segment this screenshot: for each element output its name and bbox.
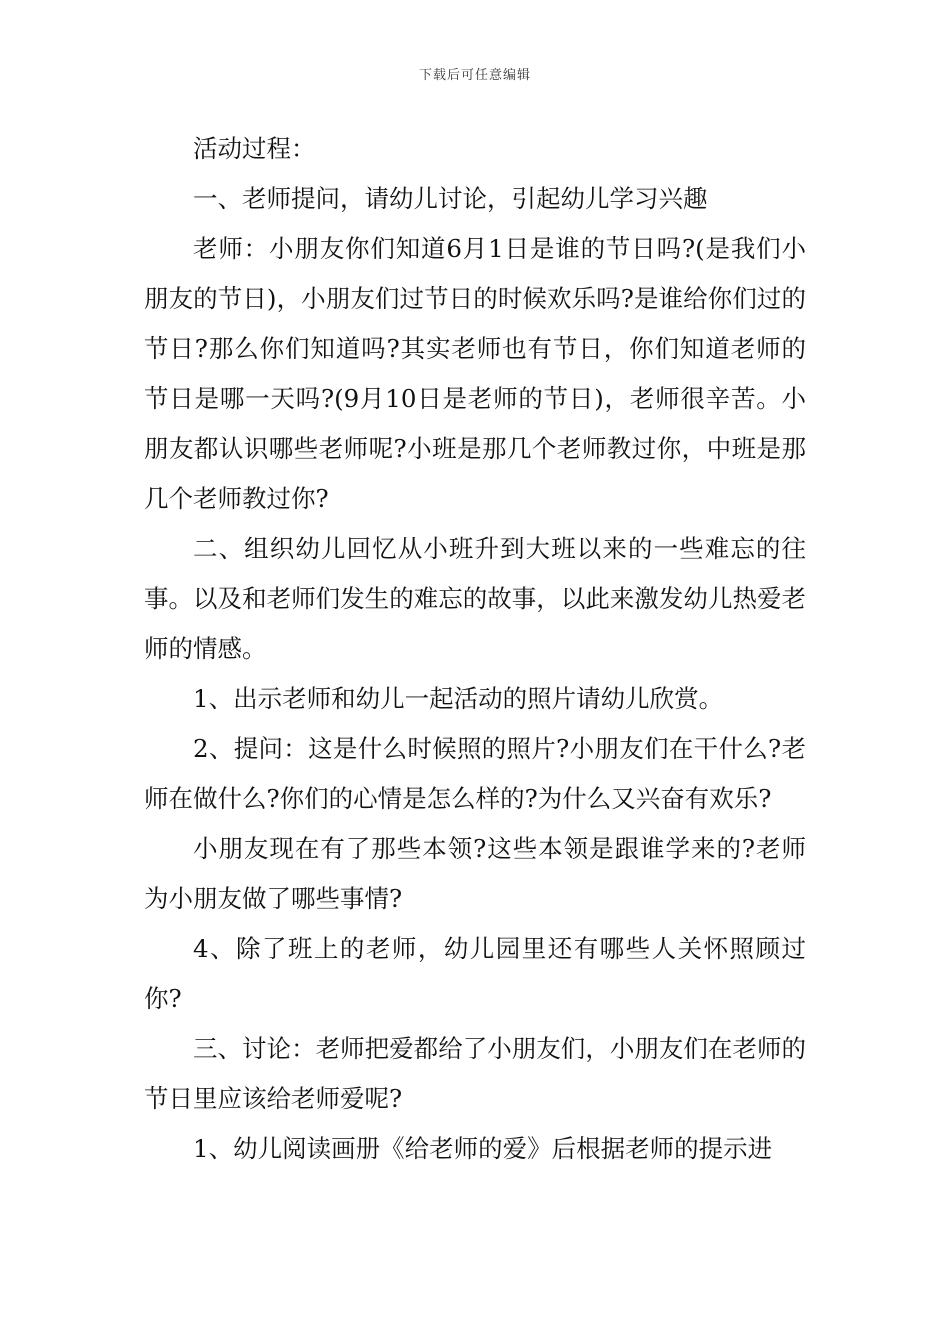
paragraph-teacher-question: 老师：小朋友你们知道6月1日是谁的节日吗?(是我们小朋友的节日)，小朋友们过节日的时候欢乐吗?是谁给你们过的节日?那么你们知道吗?其实老师也有节日，你们知道老师的节日是哪一天吗?(9月10日是老师的节日)，老师很辛苦。小朋友都认识哪些老师呢?小班是那几个老师教过你，中班是那几个老师教过你? [144,234,806,513]
paragraph-section-three-item-1: 1、幼儿阅读画册《给老师的爱》后根据老师的提示进 [193,1134,773,1163]
paragraph-item-4: 4、除了班上的老师，幼儿园里还有哪些人关怀照顾过你? [144,934,806,1013]
paragraph-skills: 小朋友现在有了那些本领?这些本领是跟谁学来的?老师为小朋友做了哪些事情? [144,834,806,913]
page-header: 下载后可任意编辑 [418,68,531,83]
paragraph-item-1: 1、出示老师和幼儿一起活动的照片请幼儿欣赏。 [193,684,724,713]
document-body [144,124,806,1174]
paragraph-section-one: 一、老师提问，请幼儿讨论，引起幼儿学习兴趣 [193,184,708,213]
paragraph-section-two: 二、组织幼儿回忆从小班升到大班以来的一些难忘的往事。以及和老师们发生的难忘的故事，以此来激发幼儿热爱老师的情感。 [144,534,806,663]
paragraph-item-2: 2、提问：这是什么时候照的照片?小朋友们在干什么?老师在做什么?你们的心情是怎么样的?为什么又兴奋有欢乐? [144,734,806,813]
paragraph-section-three: 三、讨论：老师把爱都给了小朋友们，小朋友们在老师的节日里应该给老师爱呢? [144,1034,806,1113]
paragraph-activity-process: 活动过程： [193,134,316,163]
